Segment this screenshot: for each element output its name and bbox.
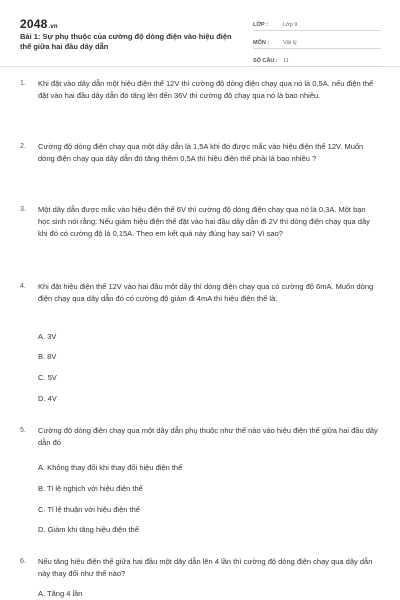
meta-subject-label: MÔN : <box>253 40 270 46</box>
brand-suffix: .vn <box>48 24 58 30</box>
question-text: Khi đặt hiệu điện thế 12V vào hai đầu một dây thì dòng điện chạy qua có cường độ 6mA. Muốn dòng điện chạy qua dây dẫn đó có cường độ giảm đi 4mA thì hiệu điện thế là: <box>38 282 374 303</box>
brand-name: 2048 <box>20 17 48 31</box>
option-c[interactable]: C. Tỉ lệ thuận với hiệu điện thế <box>38 505 140 514</box>
site-logo[interactable] <box>20 17 58 31</box>
meta-count-value: 11 <box>283 58 289 64</box>
option-b[interactable]: B. Tỉ lệ nghịch với hiệu điện thế <box>38 484 143 493</box>
meta-class-value: Lớp 9 <box>283 22 298 28</box>
question-number: 1. <box>20 80 26 87</box>
question-number: 4. <box>20 283 26 290</box>
page-header <box>0 0 400 67</box>
option-d[interactable]: D. Giảm khi tăng hiệu điện thế <box>38 525 139 534</box>
question-text: Một dây dẫn được mắc vào hiệu điện thế 6V thì cường độ dòng điện chạy qua nó là 0,3A. Một bạn học sinh nói rằng: Nếu giảm hiệu điện thế đặt vào hai đầu dây dẫn đi 2V thì dòng điện chạy qua dây khi đó có cường độ là 0,15A. Theo em kết quả này đúng hay sai? Vì sao? <box>38 205 370 238</box>
meta-count-label: SỐ CÂU : <box>253 58 278 64</box>
question-number: 3. <box>20 206 26 213</box>
meta-class-row <box>253 15 381 31</box>
option-a[interactable]: A. Tăng 4 lần <box>38 589 83 598</box>
option-d[interactable]: D. 4V <box>38 394 57 403</box>
meta-class-label: LỚP : <box>253 22 268 28</box>
question-text: Cường độ dòng điện chạy qua một dây dẫn phụ thuộc như thế nào vào hiệu điện thế giữa hai đầu dây dẫn đó <box>38 426 378 447</box>
meta-subject-row <box>253 33 381 49</box>
question-text: Khi đặt vào dây dẫn một hiệu điện thế 12V thì cường độ dòng điện chạy qua nó là 0,5A. nếu điện thế đặt vào hai đầu dây dẫn đó tăng lên đến 36V thì cường độ chạy qua nó là bao nhiêu. <box>38 79 374 100</box>
option-b[interactable]: B. 8V <box>38 352 57 361</box>
option-a[interactable]: A. 3V <box>38 332 57 341</box>
question-number: 5. <box>20 427 26 434</box>
meta-subject-value: Vật lý <box>283 40 297 46</box>
option-a[interactable]: A. Không thay đổi khi thay đổi hiệu điện thế <box>38 463 183 472</box>
lesson-title: Bài 1: Sự phụ thuộc của cường độ dòng điện vào hiệu điện thế giữa hai đầu dây dẫn <box>20 32 232 51</box>
lesson-meta <box>253 15 381 69</box>
option-c[interactable]: C. 5V <box>38 373 57 382</box>
meta-count-row <box>253 51 381 67</box>
question-number: 2. <box>20 143 26 150</box>
question-number: 6. <box>20 558 26 565</box>
question-text: Cường độ dòng điện chạy qua một dây dẫn là 1,5A khi đó được mắc vào hiệu điện thế 12V. Muốn dòng điện chạy qua dây dẫn đó tăng thêm 0,5A thì hiệu điện thế phải là bao nhiêu ? <box>38 142 364 163</box>
question-text: Nếu tăng hiệu điện thế giữa hai đầu một dây dẫn lên 4 lần thì cường độ dòng điện chạy qua dây dẫn này thay đổi như thế nào? <box>38 557 373 578</box>
